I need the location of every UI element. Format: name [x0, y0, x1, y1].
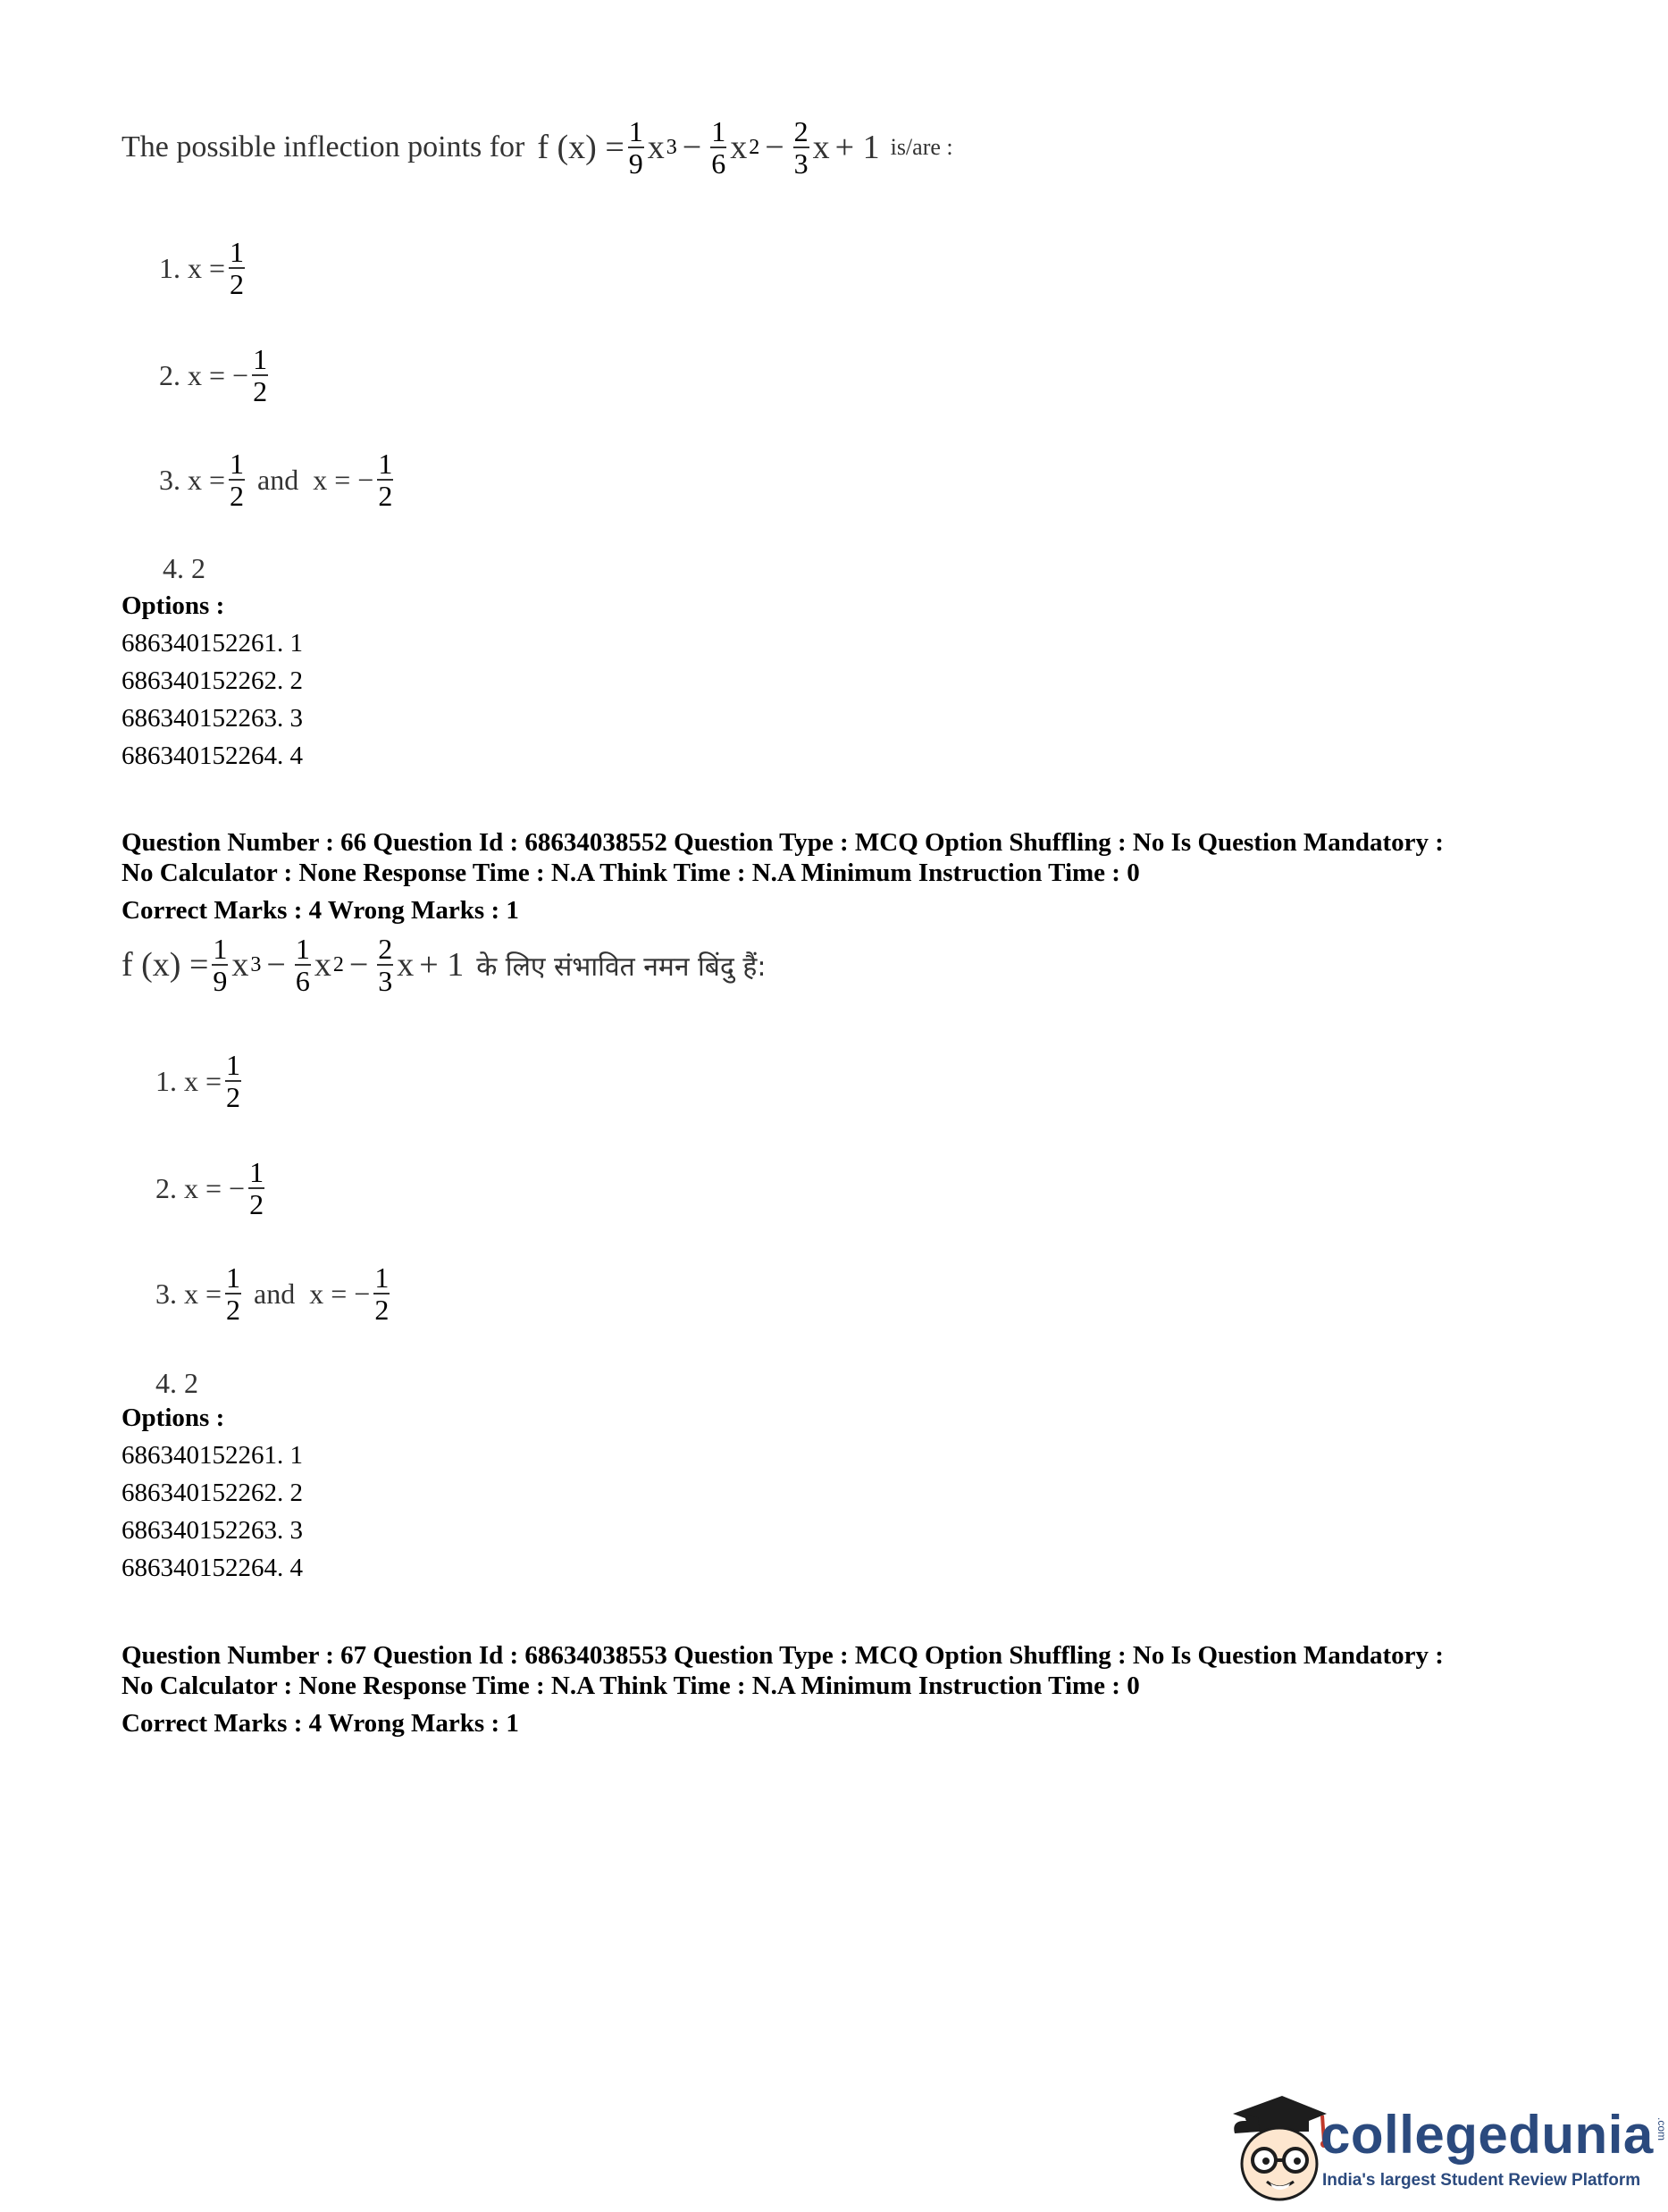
- fraction: $\frac{1}{9}$: [628, 115, 643, 180]
- fraction: $\frac{1}{2}$: [374, 1261, 390, 1326]
- option-id: 686340152263. 3: [122, 1516, 303, 1545]
- question-meta-line-1: Question Number : 66 Question Id : 68634038552 Question Type : MCQ Option Shuffling : No Is Question Mandatory :: [122, 828, 1444, 857]
- option-id-list: [122, 1437, 303, 1587]
- exponent: 3: [666, 135, 677, 159]
- option-id: 686340152262. 2: [122, 1479, 303, 1507]
- question-marks: Correct Marks : 4 Wrong Marks : 1: [122, 1709, 519, 1738]
- option-id: 686340152264. 4: [122, 742, 303, 770]
- choice-3: 3. x = $\frac{1}{2}$ and x = − $\frac{1}{2}$: [155, 1261, 390, 1326]
- operator: −: [682, 129, 702, 166]
- option-id: 686340152264. 4: [122, 1554, 303, 1582]
- fraction: $\frac{1}{2}$: [378, 448, 393, 512]
- exponent: 2: [749, 135, 760, 159]
- option-id: 686340152261. 1: [122, 1441, 303, 1470]
- exponent: 3: [250, 952, 262, 976]
- question-image-english: [122, 115, 1104, 584]
- question-image-hindi: [122, 934, 1104, 1398]
- choice-4: 4. 2: [163, 552, 205, 584]
- question-66-header: [122, 827, 1569, 926]
- variable: x: [397, 946, 415, 984]
- fraction: $\frac{1}{6}$: [711, 115, 726, 180]
- choice-1: 1. x = $\frac{1}{2}$: [159, 236, 245, 300]
- question-suffix: is/are :: [890, 134, 953, 160]
- question-marks: Correct Marks : 4 Wrong Marks : 1: [122, 896, 519, 925]
- logo-name: collegedunia: [1320, 2105, 1654, 2165]
- option-id: 686340152262. 2: [122, 666, 303, 695]
- choice-2: 2. x = − $\frac{1}{2}$: [155, 1156, 264, 1220]
- hindi-question-text: के लिए संभावित नमन बिंदु हैं:: [476, 951, 767, 983]
- logo-wordmark: [1320, 2107, 1668, 2164]
- fraction: $\frac{1}{2}$: [226, 1261, 241, 1326]
- variable: x: [647, 129, 665, 166]
- collegedunia-logo: [1215, 2089, 1668, 2205]
- fraction: $\frac{1}{2}$: [253, 343, 268, 407]
- exponent: 2: [332, 952, 344, 976]
- question-intro: The possible inflection points for: [122, 130, 525, 163]
- variable: x: [730, 129, 748, 166]
- operator: −: [765, 129, 784, 166]
- option-id: 686340152261. 1: [122, 629, 303, 658]
- choice-1: 1. x = $\frac{1}{2}$: [155, 1049, 241, 1113]
- option-id-list: [122, 624, 303, 775]
- function-prefix: f (x) =: [537, 129, 624, 166]
- question-stem: [122, 116, 953, 179]
- fraction: $\frac{1}{6}$: [295, 933, 310, 997]
- choice-3: 3. x = $\frac{1}{2}$ and x = − $\frac{1}{2}$: [159, 448, 393, 512]
- variable: x: [314, 946, 331, 984]
- fraction: $\frac{1}{9}$: [213, 933, 228, 997]
- fraction: $\frac{1}{2}$: [230, 448, 245, 512]
- function-prefix: f (x) =: [122, 946, 209, 984]
- fraction: $\frac{1}{2}$: [249, 1156, 264, 1220]
- question-67-header: [122, 1640, 1569, 1739]
- options-heading: Options :: [122, 1403, 225, 1432]
- operator: −: [348, 946, 369, 984]
- student-mascot-icon: [1215, 2089, 1331, 2205]
- choice-2: 2. x = − $\frac{1}{2}$: [159, 343, 268, 407]
- variable: x: [812, 129, 830, 166]
- options-heading: Options :: [122, 591, 225, 620]
- logo-superscript: .com: [1655, 2117, 1668, 2141]
- fraction: $\frac{1}{2}$: [226, 1049, 241, 1113]
- constant-term: + 1: [419, 946, 465, 984]
- constant-term: + 1: [834, 129, 880, 166]
- fraction: $\frac{2}{3}$: [378, 933, 393, 997]
- question-meta-line-2: No Calculator : None Response Time : N.A Think Time : N.A Minimum Instruction Time : 0: [122, 859, 1140, 887]
- logo-tagline: India's largest Student Review Platform: [1322, 2171, 1641, 2190]
- choice-4: 4. 2: [155, 1367, 198, 1399]
- question-meta-line-1: Question Number : 67 Question Id : 68634038553 Question Type : MCQ Option Shuffling : No Is Question Mandatory :: [122, 1641, 1444, 1670]
- variable: x: [231, 946, 249, 984]
- question-stem: [122, 934, 766, 996]
- operator: −: [266, 946, 286, 984]
- fraction: $\frac{2}{3}$: [793, 115, 809, 180]
- fraction: $\frac{1}{2}$: [230, 236, 245, 300]
- question-meta-line-2: No Calculator : None Response Time : N.A Think Time : N.A Minimum Instruction Time : 0: [122, 1672, 1140, 1700]
- option-id: 686340152263. 3: [122, 704, 303, 733]
